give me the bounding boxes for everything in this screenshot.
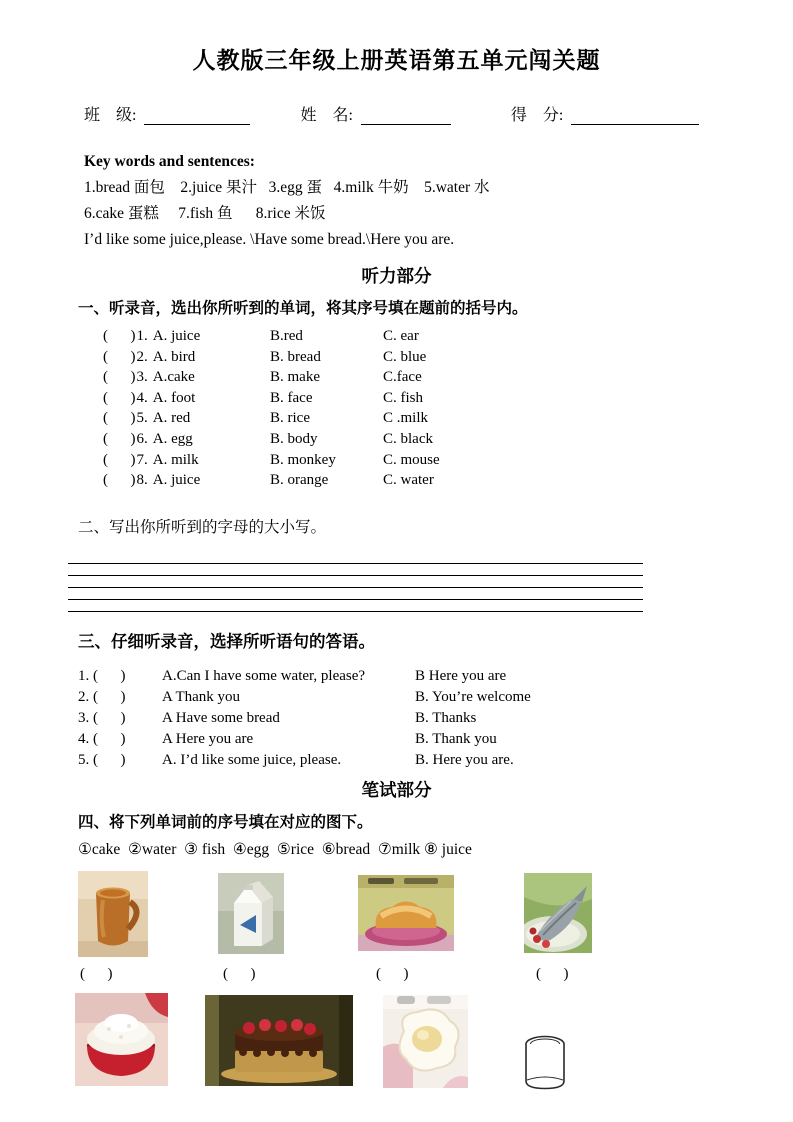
option-a: A. red bbox=[152, 410, 191, 427]
option-a: A. juice bbox=[152, 472, 201, 489]
image-answer-bracket[interactable]: ( ) bbox=[223, 965, 256, 982]
question-label[interactable]: 4. ( ) bbox=[78, 730, 126, 747]
reply-option-b: B. You’re welcome bbox=[415, 688, 531, 705]
option-c: C. ear bbox=[383, 328, 419, 344]
answer-bracket[interactable]: ( ) bbox=[103, 410, 136, 427]
question-label[interactable]: 1. ( ) bbox=[78, 667, 126, 684]
option-a: A. egg bbox=[152, 430, 193, 447]
image-answer-bracket[interactable]: ( ) bbox=[536, 965, 569, 982]
question-number: 8. bbox=[136, 472, 148, 489]
question-label[interactable]: 2. ( ) bbox=[78, 688, 126, 705]
question-number: 1. bbox=[136, 328, 148, 344]
part1-row bbox=[103, 408, 725, 429]
chocolate-cake-icon bbox=[205, 995, 353, 1086]
reply-option-b: B. Thanks bbox=[415, 709, 477, 726]
answer-line[interactable] bbox=[68, 587, 643, 588]
question-label[interactable]: 5. ( ) bbox=[78, 751, 126, 768]
part1-row bbox=[103, 450, 725, 471]
part3-row bbox=[78, 687, 725, 708]
part1-row bbox=[103, 367, 725, 388]
answer-bracket[interactable]: ( ) bbox=[103, 472, 136, 489]
fried-egg-icon bbox=[383, 995, 468, 1088]
answer-line[interactable] bbox=[68, 611, 643, 612]
part3-rows bbox=[68, 666, 725, 771]
page-title: 人教版三年级上册英语第五单元闯关题 bbox=[192, 48, 601, 73]
answer-bracket[interactable]: ( ) bbox=[103, 369, 136, 386]
image-juice bbox=[78, 871, 148, 957]
question-label[interactable]: 3. ( ) bbox=[78, 709, 126, 726]
option-a: A. foot bbox=[152, 389, 196, 406]
answer-bracket[interactable]: ( ) bbox=[103, 348, 136, 365]
answer-lines bbox=[68, 563, 725, 612]
reply-option-b: B. Here you are. bbox=[415, 751, 514, 768]
question-number: 2. bbox=[136, 348, 148, 365]
class-blank[interactable] bbox=[144, 106, 250, 125]
option-b: B. rice bbox=[270, 410, 310, 427]
part1-row bbox=[103, 347, 725, 368]
reply-option-a: A.Can I have some water, please? bbox=[162, 667, 366, 684]
option-a: A. milk bbox=[152, 451, 199, 468]
question-number: 3. bbox=[136, 369, 148, 386]
image-cake bbox=[205, 995, 353, 1086]
part3-row bbox=[78, 729, 725, 750]
image-rice bbox=[75, 993, 168, 1086]
part3-row bbox=[78, 666, 725, 687]
keywords-section bbox=[84, 149, 725, 253]
answer-bracket[interactable]: ( ) bbox=[103, 389, 136, 406]
part1-row bbox=[103, 326, 725, 347]
image-fish bbox=[524, 873, 592, 953]
option-c: C. blue bbox=[383, 348, 427, 365]
milk-carton-icon bbox=[218, 873, 284, 954]
answer-line[interactable] bbox=[68, 599, 643, 600]
answer-bracket[interactable]: ( ) bbox=[103, 451, 136, 468]
part3-row bbox=[78, 750, 725, 771]
option-b: B. bread bbox=[270, 348, 321, 365]
option-c: C. black bbox=[383, 430, 433, 447]
reply-option-a: A. I’d like some juice, please. bbox=[162, 751, 342, 768]
score-label: 得 分: bbox=[510, 107, 564, 124]
rice-bowl-icon bbox=[75, 993, 168, 1086]
keywords-sentences: I’d like some juice,please. \Have some bread.\Here you are. bbox=[84, 231, 455, 248]
juice-pitcher-icon bbox=[78, 871, 148, 957]
image-milk bbox=[218, 873, 284, 954]
option-a: A. juice bbox=[152, 328, 201, 344]
reply-option-a: A Here you are bbox=[162, 730, 254, 747]
name-label: 姓 名: bbox=[300, 107, 353, 124]
listening-section-heading: 听力部分 bbox=[361, 266, 432, 286]
reply-option-a: A Have some bread bbox=[162, 709, 280, 726]
image-answer-bracket[interactable]: ( ) bbox=[376, 965, 409, 982]
student-info-row bbox=[84, 102, 725, 125]
option-b: B. body bbox=[270, 430, 318, 447]
reply-option-b: B Here you are bbox=[415, 667, 507, 684]
option-a: A.cake bbox=[152, 369, 195, 386]
part3-instruction: 三、仔细听录音，选择所听语句的答语。 bbox=[78, 631, 375, 651]
image-answer-bracket[interactable]: ( ) bbox=[80, 965, 113, 982]
bread-icon bbox=[358, 875, 454, 951]
image-egg bbox=[383, 995, 468, 1088]
keywords-line-1: 1.bread 面包 2.juice 果汁 3.egg 蛋 4.milk 牛奶 5.water 水 bbox=[84, 179, 490, 196]
fish-icon bbox=[524, 873, 592, 953]
part3-row bbox=[78, 708, 725, 729]
part1-rows bbox=[68, 326, 725, 491]
part1-instruction: 一、听录音，选出你所听到的单词，将其序号填在题前的括号内。 bbox=[78, 300, 528, 317]
score-blank[interactable] bbox=[571, 106, 699, 125]
question-number: 4. bbox=[136, 389, 148, 406]
question-number: 5. bbox=[136, 410, 148, 427]
part1-row bbox=[103, 388, 725, 409]
name-blank[interactable] bbox=[361, 106, 451, 125]
reply-option-b: B. Thank you bbox=[415, 730, 497, 747]
option-c: C. water bbox=[383, 472, 434, 489]
answer-bracket[interactable]: ( ) bbox=[103, 328, 136, 344]
option-a: A. bird bbox=[152, 348, 196, 365]
image-grid bbox=[68, 871, 725, 1101]
option-b: B. monkey bbox=[270, 451, 336, 468]
option-b: B.red bbox=[270, 328, 303, 344]
option-b: B. orange bbox=[270, 472, 329, 489]
class-label: 班 级: bbox=[84, 107, 137, 124]
empty-glass-icon bbox=[523, 1035, 567, 1091]
answer-line[interactable] bbox=[68, 563, 643, 564]
word-bank: ①cake ②water ③ fish ④egg ⑤rice ⑥bread ⑦milk ⑧ juice bbox=[78, 840, 472, 858]
image-glass bbox=[523, 1035, 567, 1091]
answer-line[interactable] bbox=[68, 575, 643, 576]
keywords-line-2: 6.cake 蛋糕 7.fish 鱼 8.rice 米饭 bbox=[84, 205, 326, 222]
option-c: C. mouse bbox=[383, 451, 440, 468]
written-section-heading: 笔试部分 bbox=[361, 779, 432, 800]
part4-instruction: 四、将下列单词前的序号填在对应的图下。 bbox=[78, 813, 373, 831]
part2-instruction: 二、写出你所听到的字母的大小写。 bbox=[78, 518, 327, 536]
part1-row bbox=[103, 470, 725, 491]
question-number: 7. bbox=[136, 451, 148, 468]
option-c: C.face bbox=[383, 369, 422, 386]
answer-bracket[interactable]: ( ) bbox=[103, 430, 136, 447]
question-number: 6. bbox=[136, 430, 148, 447]
reply-option-a: A Thank you bbox=[162, 688, 241, 705]
keywords-heading: Key words and sentences: bbox=[84, 153, 255, 170]
part1-row bbox=[103, 429, 725, 450]
option-b: B. face bbox=[270, 389, 313, 406]
image-bread bbox=[358, 875, 454, 951]
option-c: C. fish bbox=[383, 389, 424, 406]
option-c: C .milk bbox=[383, 410, 429, 427]
option-b: B. make bbox=[270, 369, 320, 386]
